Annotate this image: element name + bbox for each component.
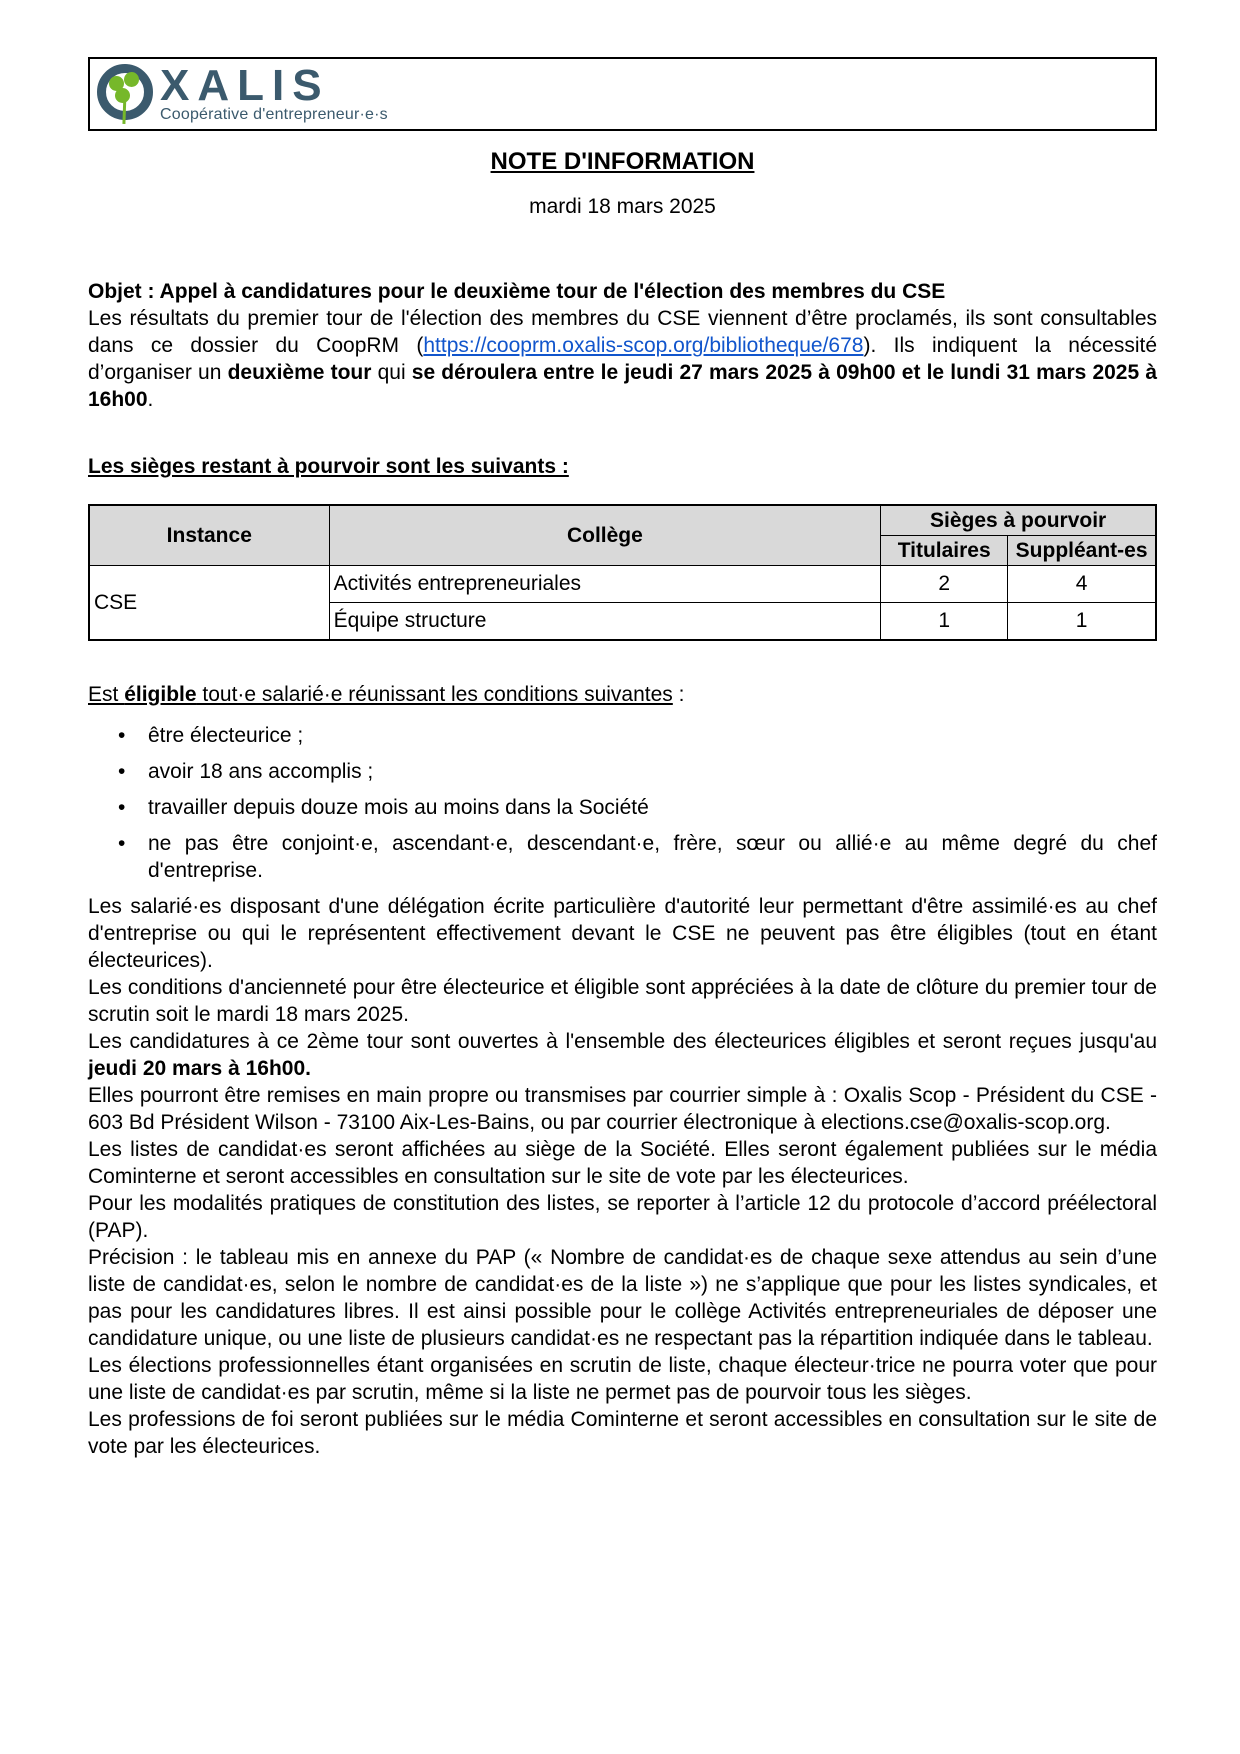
cell-college: Équipe structure xyxy=(329,603,881,641)
paragraph-listes: Les listes de candidat·es seront affichées au siège de la Société. Elles seront également publiées sur le média Cominterne et seront accessibles en consultation sur le site de vote par les électeurices. xyxy=(88,1138,1157,1188)
list-item: • être électeurice ; xyxy=(118,722,1157,749)
brand-tagline: Coopérative d'entrepreneur·e·s xyxy=(160,106,388,123)
cell-college: Activités entrepreneuriales xyxy=(329,566,881,603)
paragraph-precision: Précision : le tableau mis en annexe du PAP (« Nombre de candidat·es de chaque sexe attendus au sein d’une liste de candidat·es, selon le nombre de candidat·es de la liste ») ne s’applique que pour les listes syndicales, et pas pour les candidatures libres. Il est ainsi possible pour le collège Activités entrepreneuriales de déposer une candidature unique, ou une liste de plusieurs candidat·es ne respectant pas la répartition indiquée dans le tableau. xyxy=(88,1246,1157,1350)
col-header-instance: Instance xyxy=(89,505,329,566)
cell-titulaires: 2 xyxy=(881,566,1008,603)
paragraph-professions: Les professions de foi seront publiées sur le média Cominterne et seront accessibles en consultation sur le site de vote par les électeurices. xyxy=(88,1408,1157,1458)
table-header-row xyxy=(89,505,1156,536)
table-row xyxy=(89,566,1156,603)
eligibility-list xyxy=(88,722,1157,884)
subject-line: Objet : Appel à candidatures pour le deuxième tour de l'élection des membres du CSE xyxy=(88,280,946,303)
paragraph-scrutin: Les élections professionnelles étant organisées en scrutin de liste, chaque électeur·trice ne pourra voter que pour une liste de candidat·es par scrutin, même si la liste ne permet pas de pourvoir tous les sièges. xyxy=(88,1354,1157,1404)
text-run-bold: jeudi 20 mars à 16h00. xyxy=(88,1057,311,1080)
logo-leaf-shape xyxy=(124,72,139,87)
text-run: ). Ils indiquent la nécessité d’organiser un xyxy=(88,334,1157,384)
list-item: • ne pas être conjoint·e, ascendant·e, descendant·e, frère, sœur ou allié·e au même degré du chef d'entreprise. xyxy=(118,830,1157,884)
page-title: NOTE D'INFORMATION xyxy=(490,148,755,175)
cooprm-link[interactable]: https://cooprm.oxalis-scop.org/bibliotheque/678 xyxy=(423,334,864,357)
text-run xyxy=(88,683,673,706)
oxalis-clover-icon xyxy=(97,62,153,126)
cell-suppleants: 1 xyxy=(1008,603,1156,641)
col-header-titulaires: Titulaires xyxy=(881,536,1008,566)
paragraph-remise: Elles pourront être remises en main propre ou transmises par courrier simple à : Oxalis Scop - Président du CSE - 603 Bd Président Wilson - 73100 Aix-Les-Bains, ou par courrier électronique à elections.cse@oxalis-scop.org. xyxy=(88,1084,1157,1134)
text-run: . xyxy=(147,388,154,411)
text-run: Les résultats du premier tour de l'élection des membres du CSE viennent d’être proclamés, ils sont consultables dans ce dossier du CoopRM ( xyxy=(88,307,1157,357)
logo-text xyxy=(160,61,388,124)
paragraph-anciennete: Les conditions d'ancienneté pour être électeurice et éligible sont appréciées à la date de clôture du premier tour de scrutin soit le mardi 18 mars 2025. xyxy=(88,976,1157,1026)
oxalis-logo xyxy=(97,62,388,126)
text-run-bold: se déroulera entre le jeudi 27 mars 2025 à 09h00 et le lundi 31 mars 2025 à 16h00 xyxy=(88,361,1157,411)
seats-table xyxy=(88,504,1157,641)
text-run: Est xyxy=(88,683,125,706)
paragraph-delegation: Les salarié·es disposant d'une délégation écrite particulière d'autorité leur permettant d'être assimilé·es au chef d'entreprise ou qui le représentent effectivement devant le CSE ne peuvent pas être éligibles (tout en étant électeurices). xyxy=(88,895,1157,972)
cell-instance: CSE xyxy=(89,566,329,641)
text-run-bold: deuxième tour xyxy=(227,361,372,384)
paragraph-candidatures xyxy=(88,1028,1157,1082)
paragraph-modalites: Pour les modalités pratiques de constitution des listes, se reporter à l’article 12 du protocole d’accord préélectoral (PAP). xyxy=(88,1192,1157,1242)
brand-name: XALIS xyxy=(160,61,330,110)
seats-heading: Les sièges restant à pourvoir sont les suivants : xyxy=(88,455,569,478)
text-run: qui xyxy=(371,361,412,384)
col-header-suppleants: Suppléant-es xyxy=(1008,536,1156,566)
cell-suppleants: 4 xyxy=(1008,566,1156,603)
eligibility-heading xyxy=(88,681,1157,708)
text-run: Les candidatures à ce 2ème tour sont ouvertes à l'ensemble des électeurices éligibles et seront reçues jusqu'au xyxy=(88,1030,1157,1053)
col-header-sieges: Sièges à pourvoir xyxy=(881,505,1156,536)
intro-paragraph xyxy=(88,305,1157,413)
cell-titulaires: 1 xyxy=(881,603,1008,641)
text-run-bold: éligible xyxy=(124,683,197,706)
header-logo-box xyxy=(88,57,1157,131)
text-run: : xyxy=(672,683,685,706)
doc-date: mardi 18 mars 2025 xyxy=(529,195,716,218)
list-item: • avoir 18 ans accomplis ; xyxy=(118,758,1157,785)
list-item: • travailler depuis douze mois au moins dans la Société xyxy=(118,794,1157,821)
text-run: tout·e salarié·e réunissant les conditions suivantes xyxy=(196,683,673,706)
col-header-college: Collège xyxy=(329,505,881,566)
